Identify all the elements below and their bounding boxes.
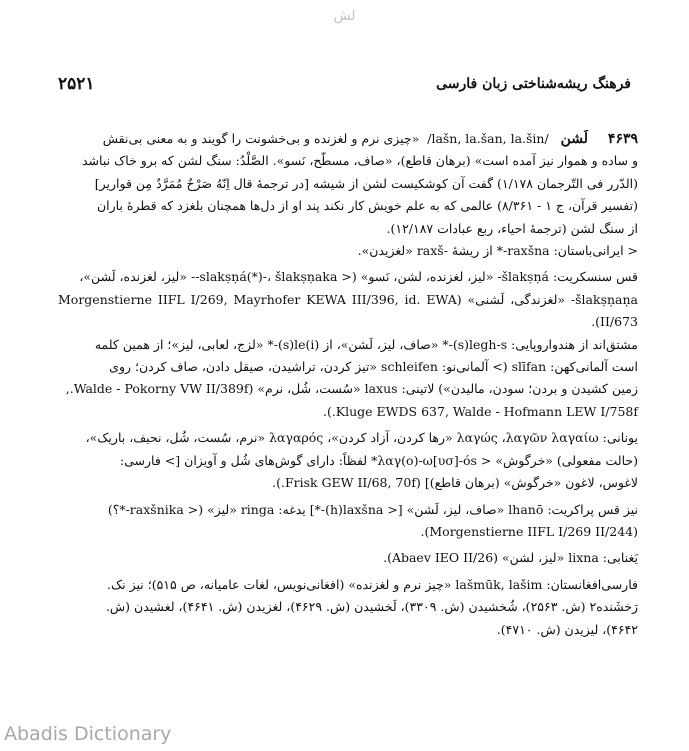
prakrit-line: نیز قس پراکریت: ‎lhanō‎ «صاف، لیز، لَشن» [< ‎-(h)laxšna‎*] یدغه: ‎ringa‎ «لیز» (< ‎-raxšnika‎*؟) [107, 501, 638, 517]
entry-pronunciation: /lašn, la.šan, la.šin/ [427, 131, 549, 146]
page-top-caption: لش [333, 8, 356, 24]
pie-line: مشتق‌اند از هندواروپایی: ‎-(s)legh-s‎* «صاف، لیز، لَشن»، از ‎-(s)le(i)‎* «لزج، لعابی، لیز»؛ از همین کلمه [94, 336, 638, 352]
book-title: فرهنگ ریشه‌شناختی زبان فارسی [436, 76, 631, 92]
iranian-line: < ایرانی‌باستان: ‎-raxšna‎* از ریشهٔ ‎raxš-‎ «لغزیدن». [357, 243, 638, 259]
yaghnobi-line: یَغنابی: ‎lixna‎ «لیز، لشن» (Abaev IEO II/26). [383, 550, 638, 566]
sanskrit-line: ‎šlakṣṇaṇa‎- «لغزندگی، لَشنی» (Morgenstierne IIFL I/269, Mayrhofer KEWA III/396, id. EWA II/673). [58, 291, 638, 330]
entry-body [58, 128, 638, 641]
afghan-line: ۴۶۴۲)، لیزیدن (ش. ۴۷۱۰). [496, 621, 638, 637]
afghan-line: رَخشَنده۲ (ش. ۲۵۶۳)، شُخشیدن (ش. ۳۳۰۹)، لَخشیدن (ش. ۴۶۲۹)، لغزیدن (ش. ۴۶۴۱)، لغشیدن (ش. [105, 599, 638, 615]
greek-line: (حالت مفعولی) «خرگوش» < ‎*λαγ(o)-ω[υσ]-ós‎ لفظاً: دارای گوش‌های شُل و آویزان [> فارسی: [119, 452, 638, 468]
page-header [58, 74, 631, 100]
afghan-line: فارسی‌افغانستان: ‎lašmūk, lašim‎ «چیز نرم و لغزنده» (افغانی‌نویس، لغات عامیانه، ص ۵۱۵)؛ نیز نک. [106, 576, 638, 592]
greek-line: لاغوس، لاغون «خرگوش» (برهان قاطع)] (Frisk GEW II/68, 70f.). [272, 475, 638, 491]
watermark: Abadis Dictionary [4, 723, 172, 745]
entry-line: (تفسیر قرآن، ج ۱ - ۸/۳۶۱) عالمی که به علم خویش کار نکند پند او از دل‌ها همچنان بلغزد که قطرهٔ باران [96, 198, 638, 214]
entry-line: از سنگ لشن (ترجمهٔ احیاء، ربع عبادات ۱۲/۱۸۷). [386, 220, 638, 236]
greek-line: یونانی: ‎λαγώς ،λαγῶν‎ ‎λαγαίω‎ «رها کردن، آزاد کردن»، ‎λαγαρός‎ «نرم، سُست، شُل، نحیف، باریک»، [85, 430, 638, 446]
pie-line: است آلمانی‌کهن: ‎slīfan‎ (> آلمانی‌نو: ‎schleifen‎ «تیز کردن، تراشیدن، صیقل دادن، صاف کردن؛ روی [109, 359, 638, 375]
page-number: ۲۵۲۱ [58, 74, 95, 94]
entry-line: (الدّرر فی التّرجمان ۱/۱۷۸) گفت آن کوشکیست لشن از شیشه [در ترجمهٔ قال اِنّهُ صَرْحٌ مُمَرَّدٌ مِن قواریر] [94, 175, 638, 191]
pie-line: Kluge EWDS 637, Walde - Hofmann LEW I/758f.). [322, 403, 638, 419]
entry-headword: لَشن [560, 131, 589, 147]
prakrit-line: (Morgenstierne IIFL I/269 II/244). [420, 523, 638, 539]
entry-heading-line [58, 128, 638, 150]
pie-line: زمین کشیدن و بردن؛ سودن، مالیدن») لاتینی: ‎laxus‎ «سُست، شُل، نرم» (Walde - Pokorny VW II/389f., [65, 381, 638, 397]
entry-number: ۴۶۳۹ [607, 131, 638, 147]
entry-line: «چیزی نرم و لغزنده و بی‌خشونت را گویند و به معنی بی‌نقش [102, 131, 420, 146]
entry-line: و ساده و هموار نیز آمده است» (برهان قاطع)، «صاف، مسطّح، نَسو». الصَّلْدُ: سنگ لشن که برو خاک نباشد [82, 153, 638, 169]
sanskrit-line: قس سنسکریت: ‎-šlakṣṇá‎ «لیز، لغزنده، لشن، نَسو» (< ‎-slakṣṇá‎(*)‎-‎، ‎šlakṣṇaka‎- «لیز، لغزنده، لَشن»، [79, 269, 638, 285]
